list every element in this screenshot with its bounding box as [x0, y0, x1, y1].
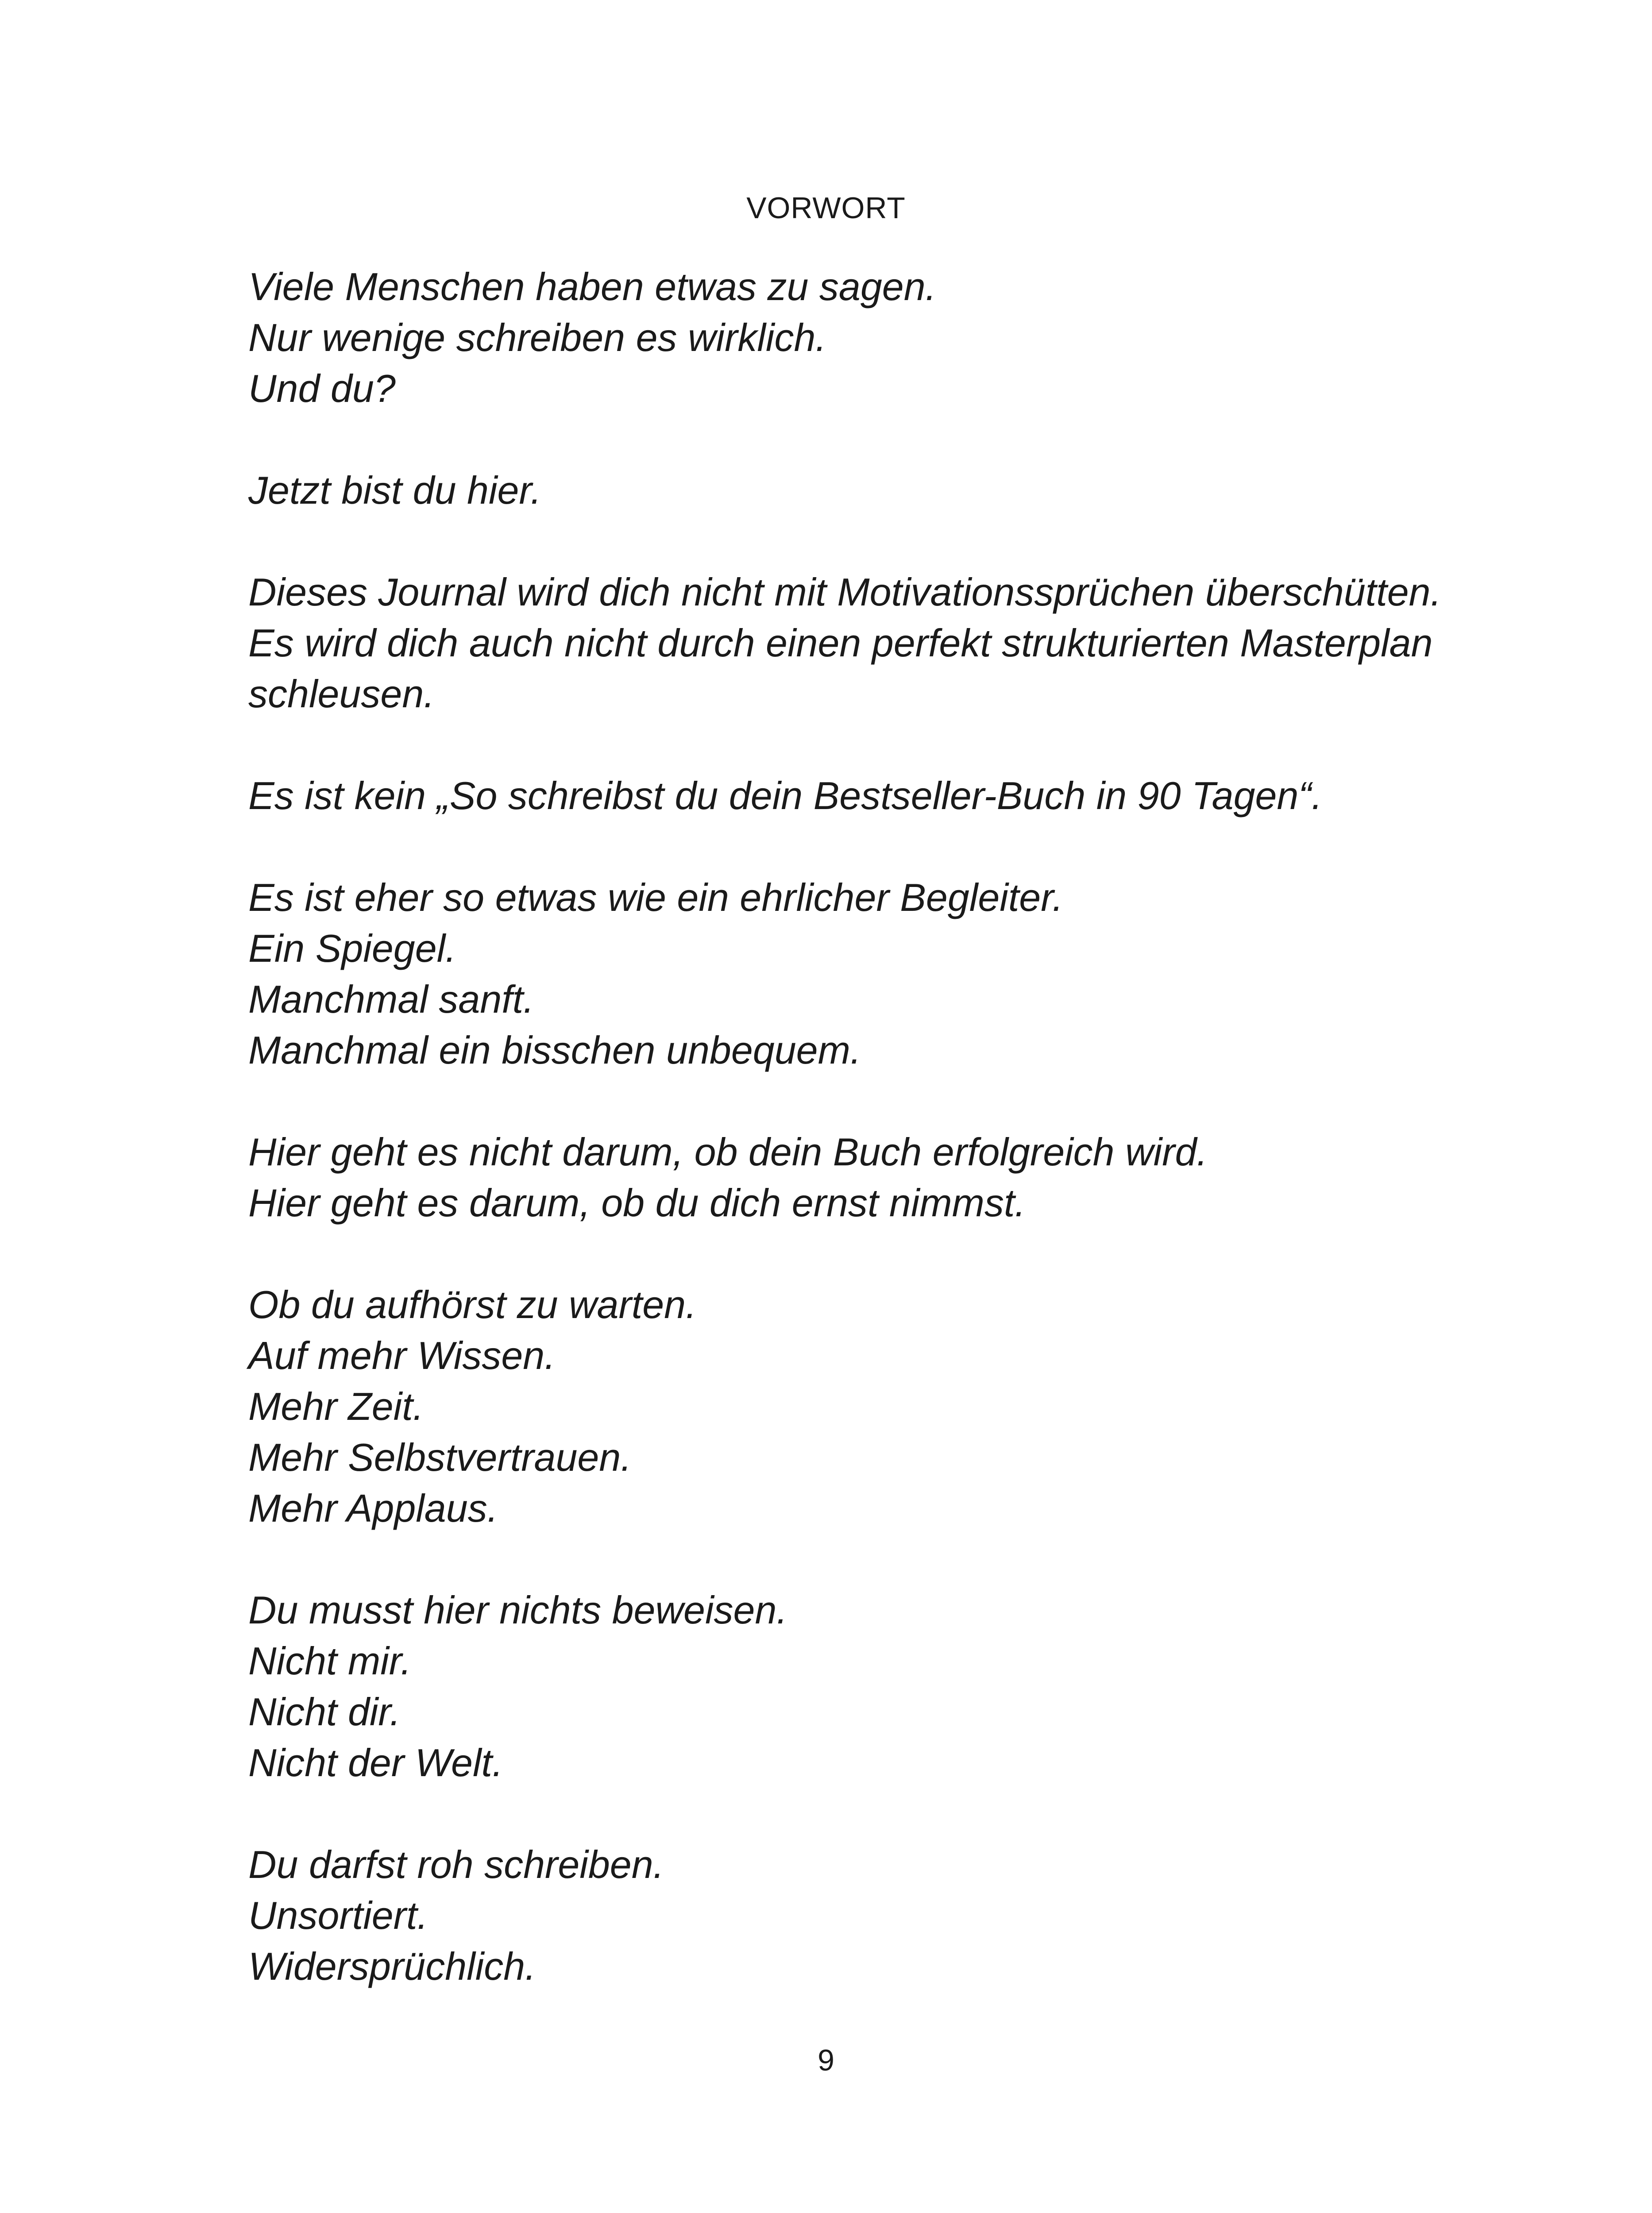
text-line: Ob du aufhörst zu warten. [248, 1283, 697, 1326]
text-line: Manchmal ein bisschen unbequem. [248, 1028, 861, 1072]
text-line: Es wird dich auch nicht durch einen perfekt strukturierten Masterplan [248, 621, 1433, 665]
stanza [248, 1839, 1532, 1992]
text-line: Hier geht es darum, ob du dich ernst nimmst. [248, 1181, 1026, 1225]
stanza [248, 567, 1532, 719]
text-line: Unsortiert. [248, 1893, 428, 1937]
text-line: Widersprüchlich. [248, 1944, 536, 1988]
text-line: Es ist kein „So schreibst du dein Bestseller-Buch in 90 Tagen“. [248, 774, 1323, 817]
text-line: schleusen. [248, 672, 435, 716]
foreword-body [248, 261, 1532, 1992]
stanza [248, 261, 1532, 414]
text-line: Jetzt bist du hier. [248, 468, 541, 512]
text-line: Ein Spiegel. [248, 926, 456, 970]
text-line: Und du? [248, 366, 396, 410]
stanza [248, 770, 1532, 821]
text-line: Nicht dir. [248, 1690, 401, 1734]
page-number: 9 [818, 2043, 834, 2077]
text-line: Hier geht es nicht darum, ob dein Buch erfolgreich wird. [248, 1130, 1208, 1174]
text-line: Viele Menschen haben etwas zu sagen. [248, 265, 937, 308]
text-line: Mehr Selbstvertrauen. [248, 1435, 632, 1479]
stanza [248, 1585, 1532, 1788]
chapter-heading: VORWORT [746, 191, 906, 225]
text-line: Nicht mir. [248, 1639, 412, 1683]
text-line: Mehr Zeit. [248, 1384, 424, 1428]
text-line: Nur wenige schreiben es wirklich. [248, 316, 826, 359]
text-line: Auf mehr Wissen. [248, 1334, 556, 1377]
stanza [248, 1126, 1532, 1228]
text-line: Dieses Journal wird dich nicht mit Motivationssprüchen überschütten. [248, 570, 1442, 614]
text-line: Mehr Applaus. [248, 1486, 498, 1530]
stanza [248, 1279, 1532, 1534]
text-line: Manchmal sanft. [248, 977, 534, 1021]
text-line: Nicht der Welt. [248, 1741, 503, 1785]
stanza [248, 872, 1532, 1076]
text-line: Du musst hier nichts beweisen. [248, 1588, 787, 1632]
stanza [248, 465, 1532, 516]
text-line: Es ist eher so etwas wie ein ehrlicher Begleiter. [248, 875, 1063, 919]
text-line: Du darfst roh schreiben. [248, 1843, 664, 1886]
